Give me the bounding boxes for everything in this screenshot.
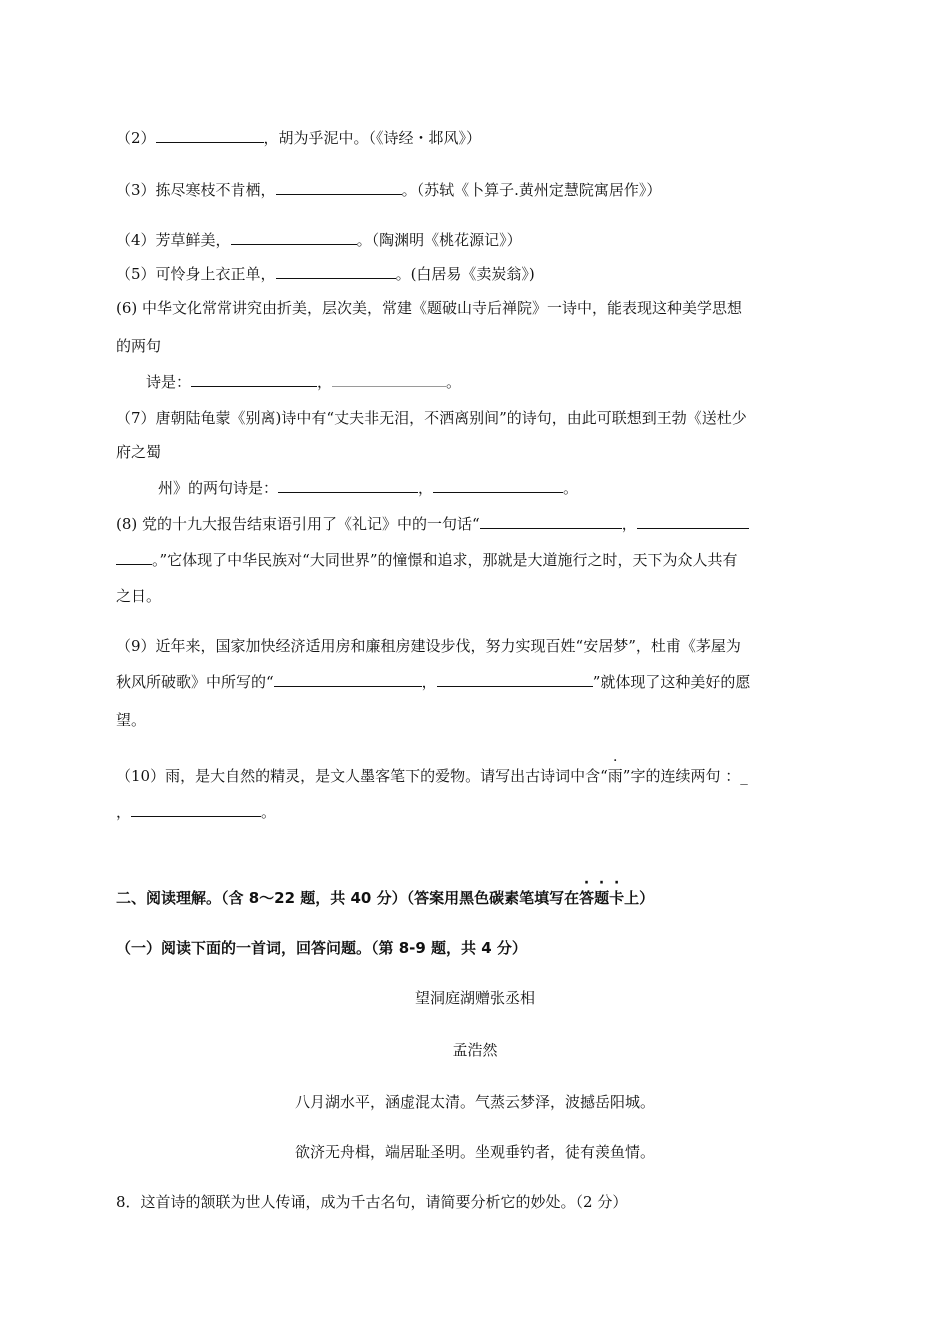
- question-6-line-1: (6) 中华文化常常讲究由折美，层次美，常建《题破山寺后禅院》一诗中，能表现这种美学思想: [116, 299, 743, 317]
- question-8-line-1: [116, 514, 749, 534]
- answer-blank[interactable]: [116, 550, 152, 565]
- question-8-line-2: [116, 550, 738, 570]
- question-5-source: 。(白居易《卖炭翁》): [395, 265, 535, 283]
- answer-blank[interactable]: [637, 514, 749, 529]
- question-9-text-2: ”就体现了这种美好的愿: [592, 673, 751, 691]
- question-4-source: 。（陶渊明《桃花源记》）: [356, 231, 522, 249]
- question-9-text: 秋风所破歌》中所写的“: [116, 673, 274, 691]
- separator: ，: [116, 803, 132, 821]
- question-8-line-3: 之日。: [116, 587, 162, 605]
- question-5-label: （5）: [116, 265, 156, 283]
- answer-blank[interactable]: [480, 514, 622, 529]
- answer-blank[interactable]: [276, 264, 396, 279]
- end-mark: 。: [563, 479, 579, 497]
- question-9-line-3: 望。: [116, 711, 147, 729]
- question-3-source: 。（苏轼《卜算子.黄州定慧院寓居作》）: [401, 181, 662, 199]
- question-7-prefix: 州》的两句诗是：: [158, 479, 279, 497]
- emphasis-char: 卡: [609, 889, 625, 907]
- question-10-text: （10）雨，是大自然的精灵，是文人墨客笔下的爱物。请写出古诗词中含“: [116, 767, 608, 785]
- question-10-text-2: ”字的连续两句 ：_: [622, 767, 748, 785]
- question-4: [116, 230, 522, 250]
- question-8-text-2: 。”它体现了中华民族对“大同世界”的憧憬和追求，那就是大道施行之时，天下为众人共有: [152, 551, 738, 569]
- answer-blank[interactable]: [131, 802, 261, 817]
- question-7-answer: [158, 478, 578, 498]
- section-2-title-end: 上）: [624, 889, 655, 907]
- emphasis-char: 雨: [607, 767, 623, 785]
- section-2-title-text: 二、阅读理解。（含 8～22 题，共 40 分）（答案用黑色碳素笔填写在: [116, 889, 580, 907]
- question-9-line-1: （9）近年来，国家加快经济适用房和廉租房建设步伐，努力实现百姓“安居梦”，杜甫《茅屋为: [116, 637, 741, 655]
- question-2: [116, 128, 481, 148]
- question-10-line-2: [116, 802, 276, 822]
- answer-blank[interactable]: [156, 128, 264, 143]
- separator: ，: [418, 479, 434, 497]
- end-mark: 。: [261, 803, 277, 821]
- question-7-line-1: （7）唐朝陆龟蒙《别离)诗中有“丈夫非无泪，不洒离别间”的诗句，由此可联想到王勃《送杜少: [116, 409, 747, 427]
- question-4-text: 芳草鲜美，: [155, 231, 231, 249]
- question-4-label: （4）: [116, 231, 156, 249]
- separator: ，: [421, 673, 437, 691]
- question-5: [116, 264, 535, 284]
- poem-author: 孟浩然: [452, 1041, 498, 1059]
- question-7-line-2: 府之蜀: [116, 443, 162, 461]
- emphasis-text: [579, 889, 624, 907]
- question-6-answer: [146, 372, 461, 392]
- question-3-text: 拣尽寒枝不肯栖，: [155, 181, 276, 199]
- end-mark: 。: [446, 373, 462, 391]
- answer-blank[interactable]: [274, 672, 422, 687]
- answer-blank[interactable]: [276, 180, 402, 195]
- question-3-label: （3）: [116, 181, 156, 199]
- answer-blank[interactable]: [231, 230, 357, 245]
- emphasis-char: 题: [594, 889, 610, 907]
- question-8-prompt: 8．这首诗的颔联为世人传诵，成为千古名句，请简要分析它的妙处。（2 分）: [116, 1193, 628, 1211]
- separator: ，: [317, 373, 333, 391]
- poem-line-1: 八月湖水平，涵虚混太清。气蒸云梦泽，波撼岳阳城。: [294, 1093, 655, 1111]
- answer-blank[interactable]: [437, 672, 593, 687]
- question-3: [116, 180, 661, 200]
- question-9-line-2: [116, 672, 750, 692]
- question-10-line-1: [116, 766, 748, 786]
- part-1-title: （一）阅读下面的一首词，回答问题。（第 8-9 题，共 4 分）: [116, 939, 527, 957]
- question-6-line-2: 的两句: [116, 337, 162, 355]
- question-5-text: 可怜身上衣正单，: [155, 265, 276, 283]
- section-2-title: [116, 888, 654, 908]
- poem-title: 望洞庭湖赠张丞相: [414, 989, 535, 1007]
- poem-line-2: 欲济无舟楫，端居耻圣明。坐观垂钓者，徒有羡鱼情。: [294, 1143, 655, 1161]
- question-2-text: ，胡为乎泥中。（《诗经・邶风》）: [263, 129, 482, 147]
- question-2-label: （2）: [116, 129, 156, 147]
- question-8-text: (8) 党的十九大报告结束语引用了《礼记》中的一句话“: [116, 515, 480, 533]
- answer-blank[interactable]: [278, 478, 418, 493]
- answer-blank[interactable]: [191, 372, 317, 387]
- emphasis-char: 答: [579, 889, 595, 907]
- separator: ，: [621, 515, 637, 533]
- answer-blank[interactable]: [332, 372, 446, 387]
- answer-blank[interactable]: [433, 478, 563, 493]
- question-6-prefix: 诗是：: [146, 373, 192, 391]
